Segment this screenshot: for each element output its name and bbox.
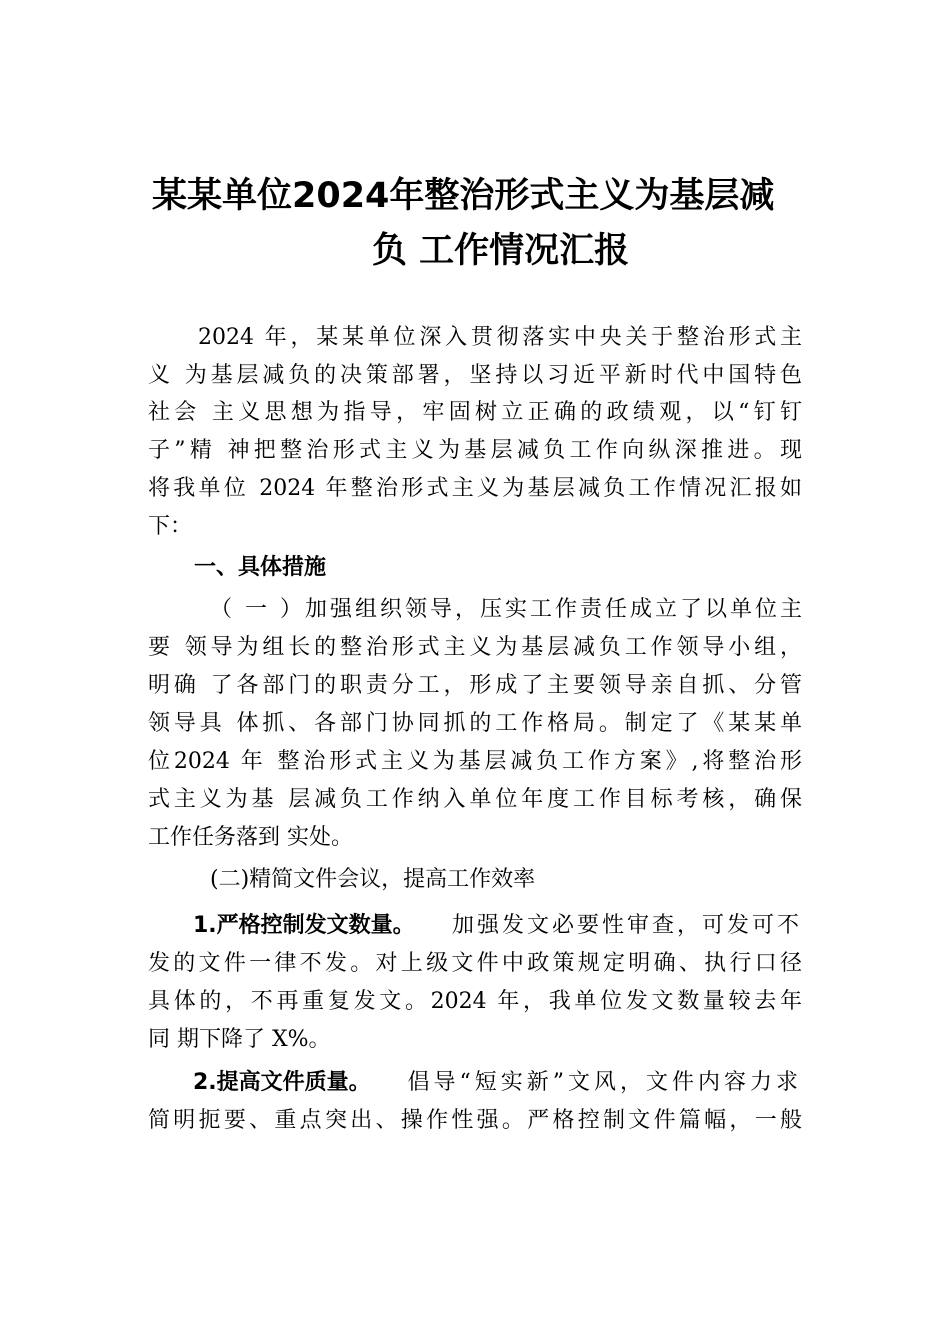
text-line: 同 期下降了 X%。 xyxy=(148,1027,331,1052)
text-line: 领导具 体抓、各部门协同抓的工作格局。制定了《某某单 xyxy=(148,711,802,736)
text-line xyxy=(193,911,802,941)
section-heading: 一、具体措施 xyxy=(194,555,327,580)
text-line: 将我单位 2024 年整治形式主义为基层减负工作情况汇报如 xyxy=(148,476,802,501)
text-line: 位2024 年 整治形式主义为基层减负工作方案》,将整治形 xyxy=(148,749,802,774)
text-line: 下： xyxy=(148,514,193,539)
text-line: 式主义为基 层减负工作纳入单位年度工作目标考核，确保 xyxy=(148,787,802,812)
item-2-lead: 2.提高文件质量。 xyxy=(193,1070,371,1095)
text-line: 明确 了各部门的职责分工，形成了主要领导亲自抓、分管 xyxy=(148,673,802,698)
text-line: 发的文件一律不发。对上级文件中政策规定明确、执行口径 xyxy=(148,951,802,976)
subsection-heading: (二)精简文件会议，提高工作效率 xyxy=(210,867,536,892)
text-line: 要 领导为组长的整治形式主义为基层减负工作领导小组， xyxy=(148,635,802,660)
text-line: 工作任务落到 实处。 xyxy=(148,825,353,850)
item-1-lead: 1.严格控制发文数量。 xyxy=(193,913,415,938)
item-2-text: 倡导“短实新”文风，文件内容力求 xyxy=(407,1070,802,1095)
text-line xyxy=(193,1068,802,1098)
document-title-line-1: 某某单位2024年整治形式主义为基层减 xyxy=(152,176,775,216)
text-line: 具体的，不再重复发文。2024 年，我单位发文数量较去年 xyxy=(148,989,802,1014)
text-line: 子”精 神把整治形式主义为基层减负工作向纵深推进。现 xyxy=(148,438,802,463)
text-line: 义 为基层减负的决策部署，坚持以习近平新时代中国特色 xyxy=(148,363,802,388)
document-title-line-2: 负 工作情况汇报 xyxy=(372,231,630,271)
text-line: 简明扼要、重点突出、操作性强。严格控制文件篇幅，一般 xyxy=(148,1108,802,1133)
item-1-text: 加强发文必要性审查，可发可不 xyxy=(451,913,802,938)
text-line: 社会 主义思想为指导，牢固树立正确的政绩观，以“钉钉 xyxy=(148,400,802,425)
text-line: 2024 年，某某单位深入贯彻落实中央关于整治形式主 xyxy=(198,325,802,350)
text-line: （ 一 ）加强组织领导，压实工作责任成立了以单位主 xyxy=(210,597,802,622)
